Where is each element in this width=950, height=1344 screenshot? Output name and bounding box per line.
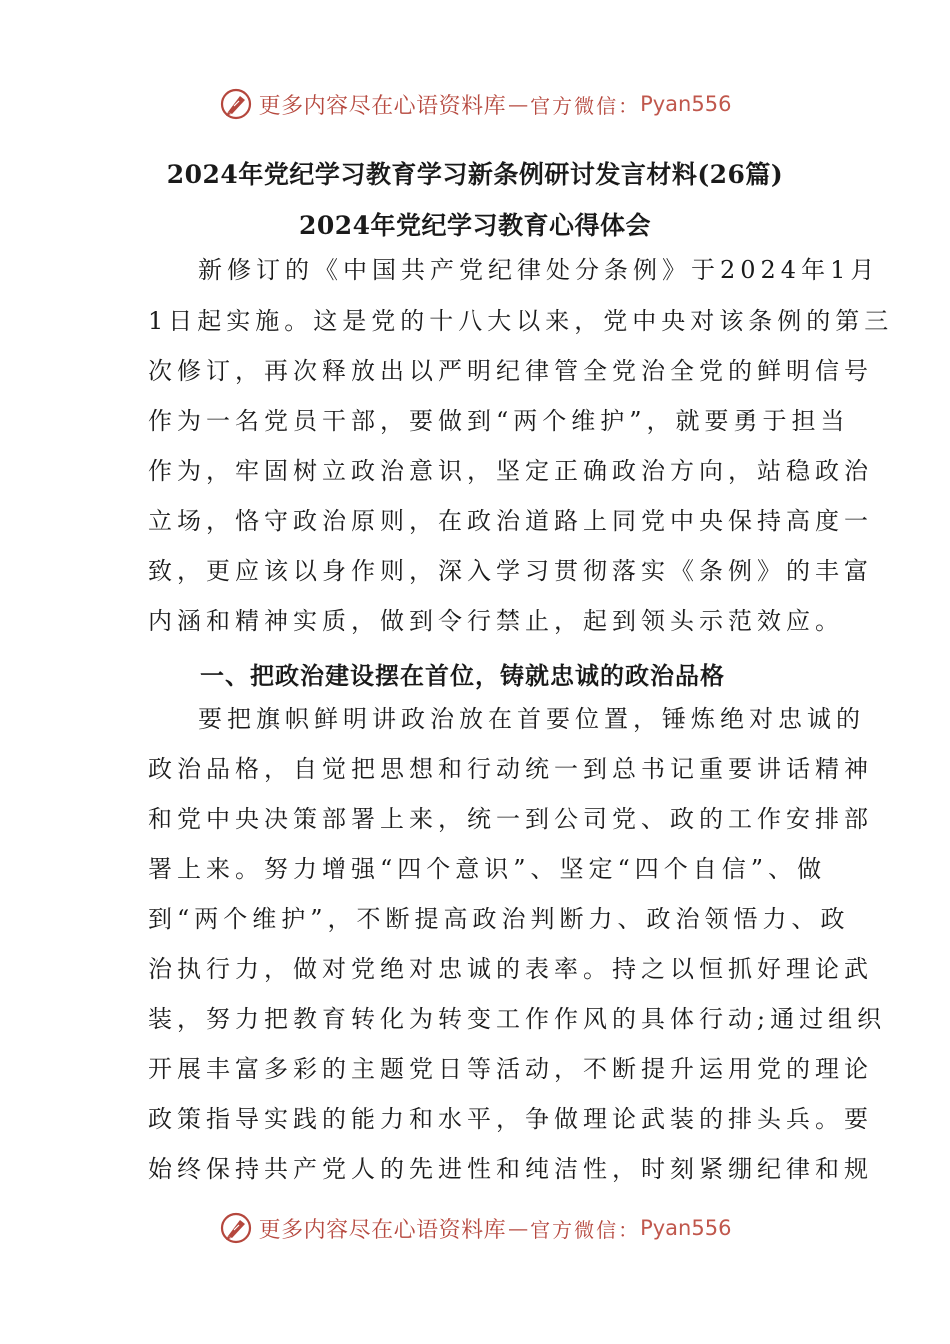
paragraph2-line: 到“两个维护”，不断提高政治判断力、政治领悟力、政 xyxy=(148,905,850,933)
watermark-brand: 更多内容尽在心语资料库 xyxy=(258,93,507,119)
pen-nib-logo-icon xyxy=(219,87,253,121)
paragraph1-line: 作为一名党员干部，要做到“两个维护”，就要勇于担当 xyxy=(148,407,850,435)
paragraph1-line: 立场，恪守政治原则，在政治道路上同党中央保持高度一 xyxy=(148,507,873,535)
paragraph2-line: 和党中央决策部署上来，统一到公司党、政的工作安排部 xyxy=(148,805,873,833)
document-subtitle: 2024年党纪学习教育心得体会 xyxy=(298,211,652,240)
watermark-wechat-id: Pyan556 xyxy=(640,92,732,116)
paragraph1-line: 作为，牢固树立政治意识，坚定正确政治方向，站稳政治 xyxy=(148,457,873,485)
paragraph2-line: 政治品格，自觉把思想和行动统一到总书记重要讲话精神 xyxy=(148,755,873,783)
paragraph1-line: 内涵和精神实质，做到令行禁止，起到领头示范效应。 xyxy=(148,607,844,635)
paragraph2-line: 治执行力，做对党绝对忠诚的表率。持之以恒抓好理论武 xyxy=(148,955,873,983)
pen-nib-logo-icon xyxy=(219,1211,253,1245)
watermark-wechat-label: 官方微信： xyxy=(530,1217,641,1242)
paragraph2-line: 署上来。努力增强“四个意识”、坚定“四个自信”、做 xyxy=(148,855,827,883)
paragraph2-line: 要把旗帜鲜明讲政治放在首要位置，锤炼绝对忠诚的 xyxy=(198,705,865,733)
watermark-separator: — xyxy=(508,1216,529,1240)
footer-watermark xyxy=(0,1208,950,1248)
paragraph1-line: 新修订的《中国共产党纪律处分条例》于2024年1月 xyxy=(198,256,880,284)
document-title: 2024年党纪学习教育学习新条例研讨发言材料(26篇) xyxy=(166,160,784,189)
paragraph2-line: 始终保持共产党人的先进性和纯洁性，时刻紧绷纪律和规 xyxy=(148,1155,873,1183)
watermark-brand: 更多内容尽在心语资料库 xyxy=(258,1217,507,1243)
watermark-wechat-label: 官方微信： xyxy=(530,93,641,118)
watermark-separator: — xyxy=(508,92,529,116)
paragraph2-line: 政策指导实践的能力和水平，争做理论武装的排头兵。要 xyxy=(148,1105,873,1133)
section-heading: 一、把政治建设摆在首位，铸就忠诚的政治品格 xyxy=(200,662,725,690)
paragraph2-line: 开展丰富多彩的主题党日等活动，不断提升运用党的理论 xyxy=(148,1055,873,1083)
header-watermark xyxy=(0,84,950,124)
watermark-wechat-id: Pyan556 xyxy=(640,1216,732,1240)
paragraph1-line: 次修订，再次释放出以严明纪律管全党治全党的鲜明信号 xyxy=(148,357,873,385)
paragraph1-line: 致，更应该以身作则，深入学习贯彻落实《条例》的丰富 xyxy=(148,557,873,585)
paragraph2-line: 装，努力把教育转化为转变工作作风的具体行动;通过组织 xyxy=(148,1005,887,1033)
paragraph1-line: 1日起实施。这是党的十八大以来，党中央对该条例的第三 xyxy=(148,307,894,335)
